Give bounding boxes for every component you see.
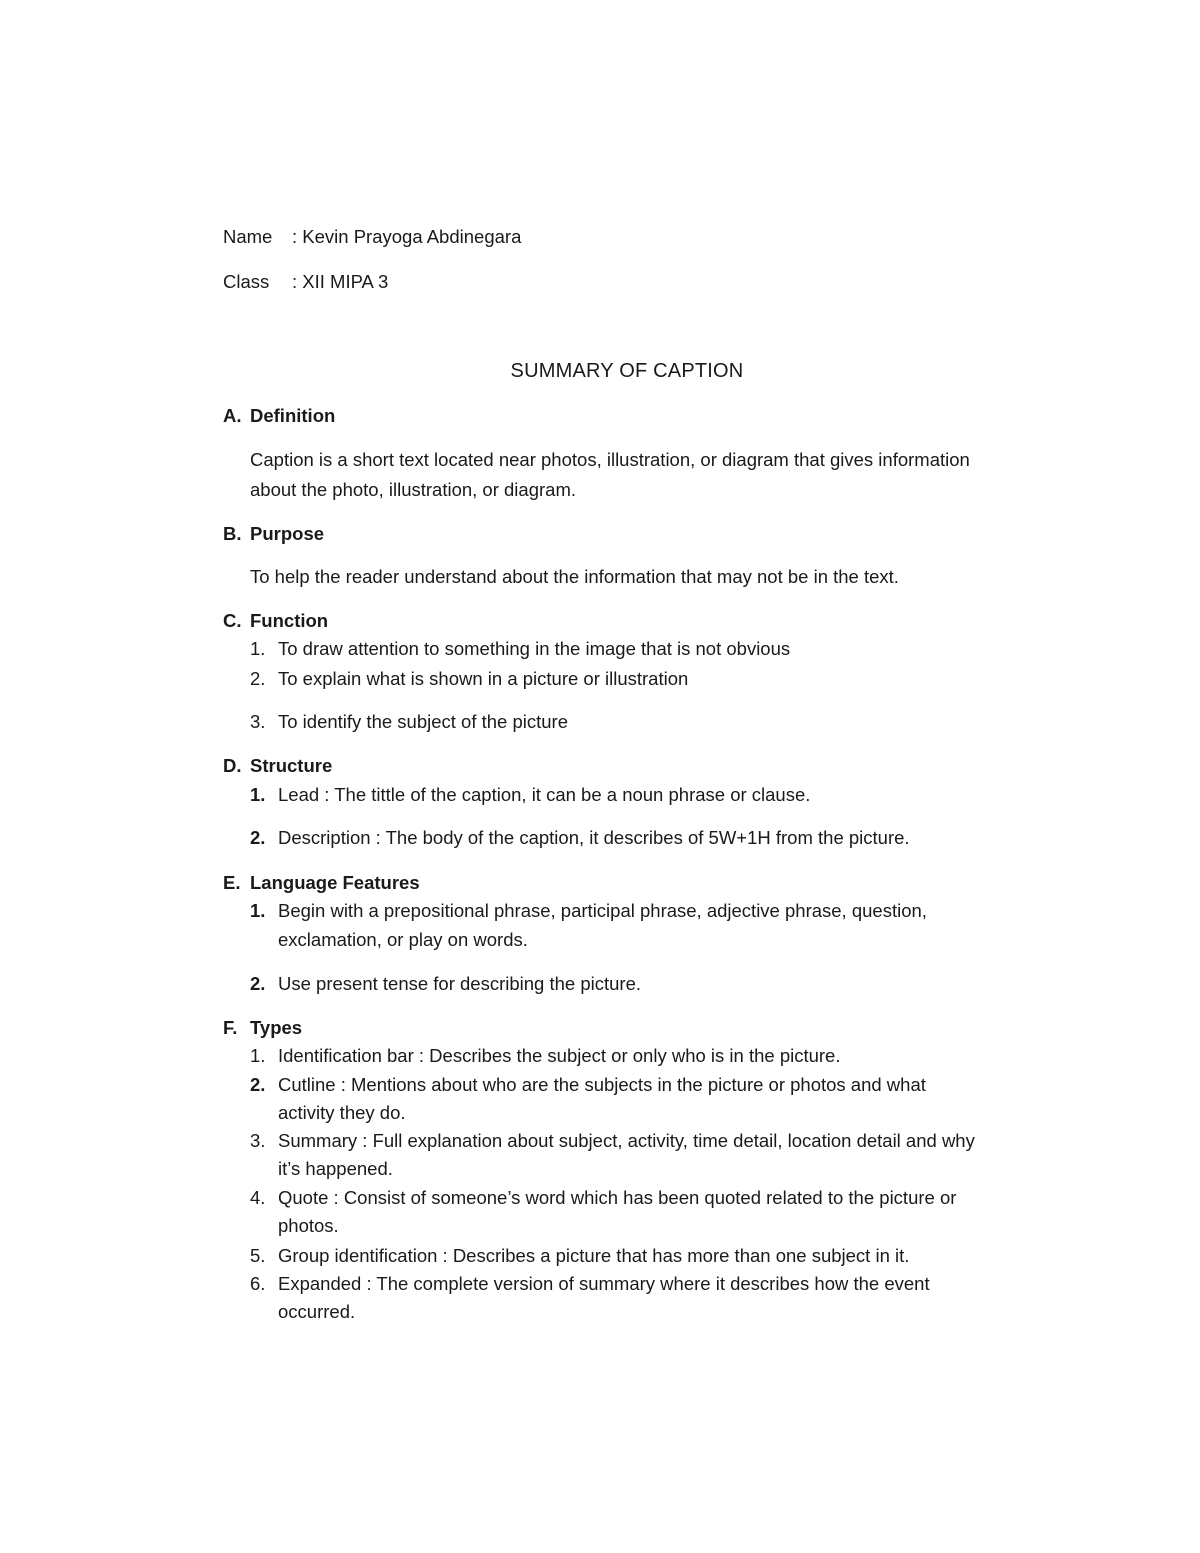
section-c-title: Function [250, 610, 329, 631]
list-text: To identify the subject of the picture [278, 711, 569, 732]
definition-line-2: about the photo, illustration, or diagram. [250, 479, 576, 500]
list-number: 1. [250, 900, 266, 921]
section-f-heading [223, 1014, 302, 1042]
section-e-letter: E. [223, 872, 241, 893]
list-number: 2. [250, 973, 266, 994]
list-number: 3. [250, 711, 266, 732]
list-text-line-1: Identification bar : Describes the subject or only who is in the picture. [278, 1045, 841, 1066]
section-d-title: Structure [250, 755, 333, 776]
section-a-heading [223, 402, 335, 430]
list-number: 2. [250, 668, 266, 689]
list-number: 6. [250, 1273, 266, 1294]
list-text-line-1: Quote : Consist of someone’s word which has been quoted related to the picture or [278, 1187, 957, 1208]
list-text: To explain what is shown in a picture or illustration [278, 668, 689, 689]
list-text: To draw attention to something in the image that is not obvious [278, 638, 791, 659]
purpose-text: To help the reader understand about the information that may not be in the text. [250, 566, 899, 587]
section-b-title: Purpose [250, 523, 325, 544]
list-text-line-2: activity they do. [278, 1102, 406, 1123]
list-number: 3. [250, 1130, 266, 1151]
section-e-title: Language Features [250, 872, 420, 893]
list-text-line-2: photos. [278, 1215, 339, 1236]
section-e-heading [223, 869, 420, 897]
list-number: 5. [250, 1245, 266, 1266]
list-text-line-1: Begin with a prepositional phrase, participal phrase, adjective phrase, question, [278, 900, 927, 921]
section-b-letter: B. [223, 523, 242, 544]
definition-line-1: Caption is a short text located near photos, illustration, or diagram that gives information [250, 449, 970, 470]
list-text-line-1: Expanded : The complete version of summary where it describes how the event [278, 1273, 930, 1294]
list-number: 2. [250, 1074, 266, 1095]
class-label: Class [223, 271, 270, 292]
list-text-line-1: Summary : Full explanation about subject, activity, time detail, location detail and why [278, 1130, 975, 1151]
section-c-letter: C. [223, 610, 242, 631]
class-value: : XII MIPA 3 [292, 271, 389, 292]
list-text-line-1: Group identification : Describes a picture that has more than one subject in it. [278, 1245, 910, 1266]
section-a-letter: A. [223, 405, 242, 426]
list-number: 1. [250, 784, 266, 805]
list-number: 1. [250, 1045, 266, 1066]
list-text-line-1: Cutline : Mentions about who are the subjects in the picture or photos and what [278, 1074, 926, 1095]
section-f-letter: F. [223, 1017, 238, 1038]
name-value: : Kevin Prayoga Abdinegara [292, 226, 522, 247]
list-number: 4. [250, 1187, 266, 1208]
list-text-line-2: exclamation, or play on words. [278, 929, 528, 950]
section-a-title: Definition [250, 405, 336, 426]
list-number: 2. [250, 827, 266, 848]
section-d-heading [223, 752, 332, 780]
list-text: Use present tense for describing the picture. [278, 973, 641, 994]
name-label: Name [223, 226, 273, 247]
page-title: SUMMARY OF CAPTION [510, 360, 744, 382]
list-text-line-2: occurred. [278, 1301, 356, 1322]
list-text: Description : The body of the caption, it describes of 5W+1H from the picture. [278, 827, 910, 848]
section-d-letter: D. [223, 755, 242, 776]
section-f-title: Types [250, 1017, 303, 1038]
list-text-line-2: it’s happened. [278, 1158, 393, 1179]
section-b-heading [223, 520, 324, 548]
list-text: Lead : The tittle of the caption, it can be a noun phrase or clause. [278, 784, 811, 805]
list-number: 1. [250, 638, 266, 659]
section-c-heading [223, 607, 328, 635]
